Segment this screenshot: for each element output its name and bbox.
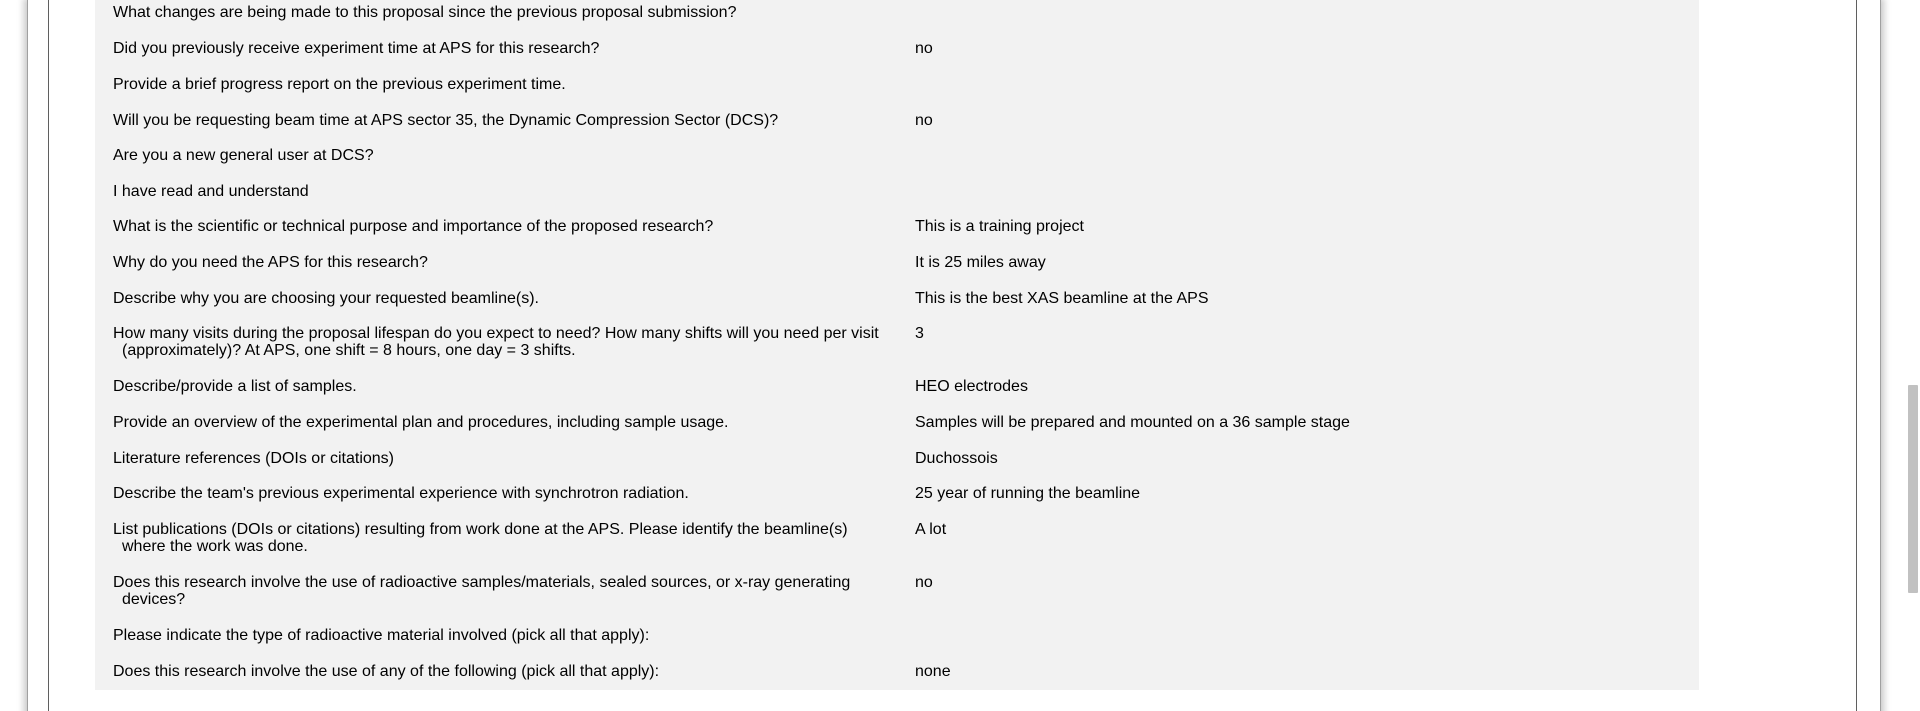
proposal-frame — [48, 0, 1857, 711]
answer-text: Duchossois — [915, 450, 998, 467]
proposal-qa-table — [95, 0, 1699, 690]
scrollbar-thumb[interactable] — [1908, 385, 1918, 593]
question-text: Does this research involve the use of any of the following (pick all that apply): — [113, 663, 660, 680]
answer-text: HEO electrodes — [915, 378, 1028, 395]
question-text: What changes are being made to this proposal since the previous proposal submission? — [113, 4, 737, 21]
answer-text: 3 — [915, 325, 924, 342]
question-text: Provide a brief progress report on the previous experiment time. — [113, 76, 566, 93]
question-text: Provide an overview of the experimental plan and procedures, including sample usage. — [113, 414, 729, 431]
question-text: What is the scientific or technical purpose and importance of the proposed research? — [113, 218, 714, 235]
vertical-scrollbar[interactable] — [1906, 0, 1920, 711]
proposal-window — [27, 0, 1881, 711]
question-text: Are you a new general user at DCS? — [113, 147, 374, 164]
answer-text: This is a training project — [915, 218, 1084, 235]
question-text: Please indicate the type of radioactive material involved (pick all that apply): — [113, 627, 650, 644]
answer-text: no — [915, 574, 933, 591]
question-text: Describe why you are choosing your requested beamline(s). — [113, 290, 539, 307]
question-text: Describe the team's previous experimental experience with synchrotron radiation. — [113, 485, 689, 502]
question-text: List publications (DOIs or citations) resulting from work done at the APS. Please identify the beamline(s) where the work was done. — [113, 521, 848, 555]
question-text: Will you be requesting beam time at APS sector 35, the Dynamic Compression Sector (DCS)? — [113, 112, 779, 129]
answer-text: It is 25 miles away — [915, 254, 1046, 271]
question-text: I have read and understand — [113, 183, 309, 200]
question-text: Did you previously receive experiment time at APS for this research? — [113, 40, 600, 57]
answer-text: 25 year of running the beamline — [915, 485, 1141, 502]
question-text: Literature references (DOIs or citations) — [113, 450, 394, 467]
answer-text: Samples will be prepared and mounted on a 36 sample stage — [915, 414, 1350, 431]
question-text: Describe/provide a list of samples. — [113, 378, 357, 395]
question-text: How many visits during the proposal lifespan do you expect to need? How many shifts will you need per visit (approximately)? At APS, one shift = 8 hours, one day = 3 shifts. — [113, 325, 879, 359]
question-text: Does this research involve the use of radioactive samples/materials, sealed sources, or x-ray generating devices? — [113, 574, 851, 608]
answer-text: A lot — [915, 521, 947, 538]
answer-text: no — [915, 40, 933, 57]
answer-text: none — [915, 663, 951, 680]
answer-text: This is the best XAS beamline at the APS — [915, 290, 1209, 307]
answer-text: no — [915, 112, 933, 129]
question-text: Why do you need the APS for this research? — [113, 254, 428, 271]
